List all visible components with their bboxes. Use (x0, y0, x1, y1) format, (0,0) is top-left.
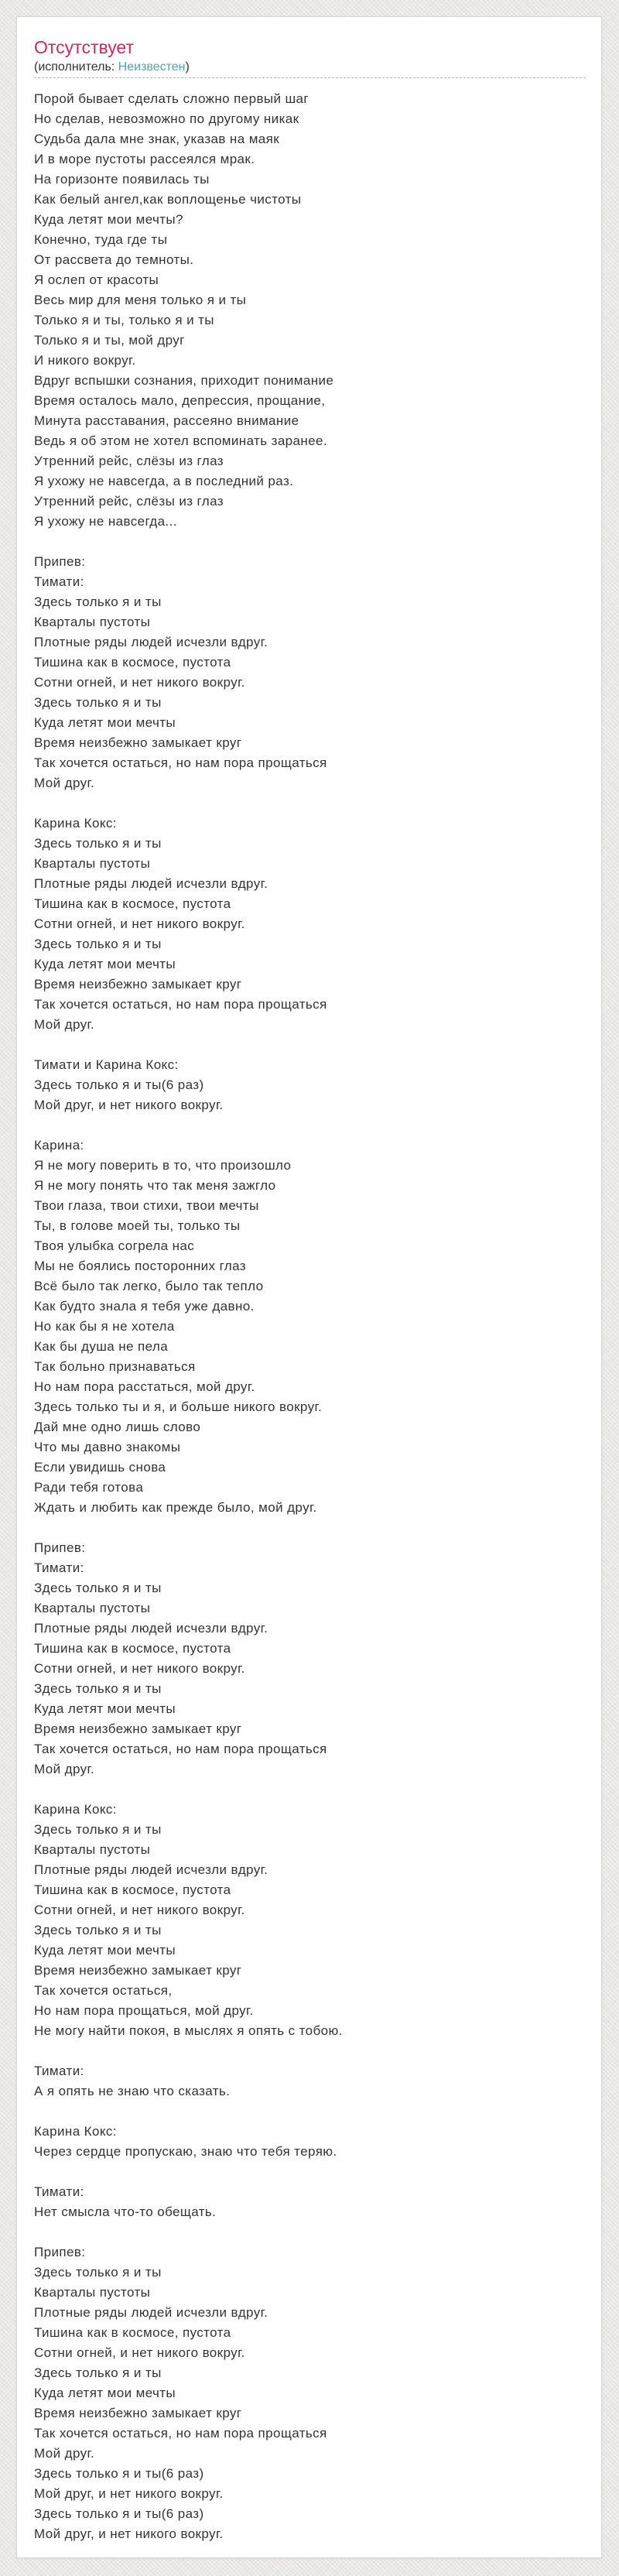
lyric-line: Кварталы пустоты (34, 856, 151, 871)
lyric-line: Но нам пора прощаться, мой друг. (34, 2003, 254, 2018)
lyric-line: Карина Кокс: (34, 1802, 117, 1817)
lyric-line: Мой друг, и нет никого вокруг. (34, 2526, 224, 2541)
artist-suffix: ) (185, 60, 190, 74)
lyric-line: Кварталы пустоты (34, 1601, 151, 1615)
lyric-line: Плотные ряды людей исчезли вдруг. (34, 1862, 268, 1877)
lyric-line: Мы не боялись посторонних глаз (34, 1259, 246, 1273)
lyric-line: Конечно, туда где ты (34, 232, 168, 247)
lyric-line: Сотни огней, и нет никого вокруг. (34, 675, 245, 690)
lyric-line: Весь мир для меня только я и ты (34, 293, 247, 307)
lyric-line (34, 2222, 586, 2242)
lyric-line (34, 1780, 586, 1800)
lyric-line: Мой друг. (34, 2446, 95, 2461)
lyric-line: Здесь только я и ты (34, 1681, 162, 1696)
lyric-line: Тимати: (34, 1560, 84, 1575)
lyric-line: Так хочется остаться, но нам пора прощаться (34, 997, 327, 1012)
lyric-line: Только я и ты, только я и ты (34, 313, 214, 327)
lyric-line: Но нам пора расстаться, мой друг. (34, 1379, 255, 1394)
lyric-line: Тишина как в космосе, пустота (34, 896, 231, 911)
lyric-line: Здесь только я и ты (34, 2265, 162, 2280)
page-title: Отсутствует (34, 37, 134, 57)
lyric-line: Ради тебя готова (34, 1480, 144, 1495)
lyric-line: Здесь только я и ты(6 раз) (34, 2466, 204, 2481)
lyric-line: Плотные ряды людей исчезли вдруг. (34, 876, 268, 891)
lyric-line: Карина Кокс: (34, 816, 117, 831)
lyric-line: Мой друг. (34, 1762, 95, 1776)
lyric-line: Карина Кокс: (34, 2124, 117, 2139)
artist-line (34, 60, 586, 75)
lyric-line: Что мы давно знакомы (34, 1440, 181, 1454)
lyric-line: Здесь только я и ты (34, 695, 162, 710)
lyric-line: Сотни огней, и нет никого вокруг. (34, 2345, 245, 2360)
lyric-line (34, 2162, 586, 2182)
lyric-line: Тишина как в космосе, пустота (34, 1641, 231, 1656)
lyric-line: Время неизбежно замыкает круг (34, 735, 242, 750)
lyric-line: Ждать и любить как прежде было, мой друг. (34, 1500, 317, 1515)
lyric-line: Здесь только ты и я, и больше никого вокруг. (34, 1399, 323, 1414)
lyric-line: Так хочется остаться, но нам пора прощаться (34, 2426, 327, 2441)
lyric-line: Судьба дала мне знак, указав на маяк (34, 132, 280, 146)
dashed-separator (34, 77, 586, 78)
lyric-line: Через сердце пропускаю, знаю что тебя теряю. (34, 2144, 337, 2159)
lyric-line: Нет смысла что-то обещать. (34, 2204, 217, 2219)
lyric-line: И в море пустоты рассеялся мрак. (34, 152, 255, 166)
lyric-line: Только я и ты, мой друг (34, 333, 185, 348)
lyric-line: Время неизбежно замыкает круг (34, 2406, 242, 2420)
lyric-line: Тимати: (34, 574, 84, 589)
lyric-line: Как бы душа не пела (34, 1339, 169, 1354)
lyric-line: Куда летят мои мечты (34, 2386, 176, 2400)
lyric-line: Ведь я об этом не хотел вспоминать заранее. (34, 433, 328, 448)
content-card (16, 16, 602, 2558)
lyric-line: Здесь только я и ты(6 раз) (34, 2506, 204, 2521)
lyric-line: Так хочется остаться, но нам пора прощаться (34, 755, 327, 770)
lyric-line (34, 793, 586, 814)
lyric-line: Утренний рейс, слёзы из глаз (34, 454, 224, 468)
artist-link[interactable]: Неизвестен (118, 60, 186, 74)
lyric-line: Куда летят мои мечты (34, 715, 176, 730)
lyric-line: Здесь только я и ты (34, 594, 162, 609)
lyric-line: Кварталы пустоты (34, 1842, 151, 1857)
lyric-line: Порой бывает сделать сложно первый шаг (34, 91, 310, 106)
lyric-line: Здесь только я и ты (34, 2365, 162, 2380)
lyric-line: На горизонте появилась ты (34, 172, 210, 187)
lyric-line: Я не могу поверить в то, что произошло (34, 1158, 292, 1173)
artist-label: (исполнитель: (34, 60, 115, 74)
lyric-line (34, 1035, 586, 1055)
lyric-line: Как будто знала я тебя уже давно. (34, 1299, 255, 1314)
lyric-line: Припев: (34, 1540, 86, 1555)
lyric-line: Ты, в голове моей ты, только ты (34, 1218, 241, 1233)
lyric-line: Мой друг. (34, 776, 95, 790)
lyric-line: Если увидишь снова (34, 1460, 166, 1475)
lyric-line: Плотные ряды людей исчезли вдруг. (34, 635, 268, 649)
lyric-line: Тимати: (34, 2064, 84, 2078)
lyric-line: Куда летят мои мечты (34, 957, 176, 971)
lyric-line (34, 2041, 586, 2061)
lyric-line: Куда летят мои мечты (34, 1943, 176, 1958)
lyric-line: Сотни огней, и нет никого вокруг. (34, 1661, 245, 1676)
lyric-line: Но как бы я не хотела (34, 1319, 175, 1334)
lyric-line: Но сделав, невозможно по другому никак (34, 111, 299, 126)
lyric-line: Тишина как в космосе, пустота (34, 1882, 231, 1897)
lyric-line: Здесь только я и ты(6 раз) (34, 1077, 204, 1092)
lyric-line: Здесь только я и ты (34, 836, 162, 851)
lyric-line: Тимати: (34, 2184, 84, 2199)
lyric-line: Я ослеп от красоты (34, 272, 159, 287)
lyric-line (34, 2102, 586, 2122)
lyric-line: Припев: (34, 554, 86, 569)
lyric-line: И никого вокруг. (34, 353, 136, 368)
lyric-line: Сотни огней, и нет никого вокруг. (34, 1903, 245, 1917)
lyric-line: Тишина как в космосе, пустота (34, 655, 231, 670)
lyric-line: Сотни огней, и нет никого вокруг. (34, 916, 245, 931)
lyrics-text (34, 89, 586, 2544)
lyric-line: Здесь только я и ты (34, 937, 162, 951)
lyric-line: Всё было так легко, было так тепло (34, 1279, 264, 1293)
lyric-line: Кварталы пустоты (34, 2285, 151, 2300)
lyric-line: Минута расставания, рассеяно внимание (34, 413, 299, 428)
lyric-line: Время неизбежно замыкает круг (34, 1963, 242, 1978)
lyric-line: А я опять не знаю что сказать. (34, 2084, 231, 2098)
lyric-line: Мой друг. (34, 1017, 95, 1032)
lyric-line: Твои глаза, твои стихи, твои мечты (34, 1198, 259, 1213)
lyric-line: Я ухожу не навсегда... (34, 514, 177, 529)
lyric-line: Так больно признаваться (34, 1359, 196, 1374)
lyric-line: От рассвета до темноты. (34, 252, 194, 267)
lyric-line (34, 1518, 586, 1538)
lyric-line: Так хочется остаться, (34, 1983, 173, 1998)
lyric-line: Время осталось мало, депрессия, прощание, (34, 393, 326, 408)
lyric-line: Дай мне одно лишь слово (34, 1420, 201, 1434)
lyric-line: Так хочется остаться, но нам пора прощаться (34, 1742, 327, 1756)
lyric-line: Плотные ряды людей исчезли вдруг. (34, 2305, 268, 2320)
lyric-line: Здесь только я и ты (34, 1923, 162, 1937)
lyric-line: Время неизбежно замыкает круг (34, 1721, 242, 1736)
lyric-line: Не могу найти покоя, в мыслях я опять с тобою. (34, 2023, 343, 2038)
lyric-line: Утренний рейс, слёзы из глаз (34, 494, 224, 509)
lyric-line: Я не могу понять что так меня зажгло (34, 1178, 276, 1193)
lyric-line: Тимати и Карина Кокс: (34, 1057, 179, 1072)
lyric-line: Мой друг, и нет никого вокруг. (34, 1098, 224, 1112)
lyric-line: Куда летят мои мечты? (34, 212, 183, 227)
lyric-line: Твоя улыбка согрела нас (34, 1238, 195, 1253)
lyric-line: Вдруг вспышки сознания, приходит понимание (34, 373, 334, 388)
lyric-line (34, 532, 586, 552)
lyric-line: Я ухожу не навсегда, а в последний раз. (34, 474, 294, 488)
lyric-line: Как белый ангел,как воплощенье чистоты (34, 192, 302, 207)
lyric-line: Карина: (34, 1138, 84, 1153)
lyric-line: Плотные ряды людей исчезли вдруг. (34, 1621, 268, 1636)
lyric-line: Здесь только я и ты (34, 1581, 162, 1595)
lyric-line: Припев: (34, 2245, 86, 2259)
lyric-line: Здесь только я и ты (34, 1822, 162, 1837)
lyric-line: Куда летят мои мечты (34, 1701, 176, 1716)
lyric-line (34, 1115, 586, 1136)
lyric-line: Тишина как в космосе, пустота (34, 2325, 231, 2340)
lyric-line: Кварталы пустоты (34, 615, 151, 629)
lyric-line: Мой друг, и нет никого вокруг. (34, 2486, 224, 2501)
lyric-line: Время неизбежно замыкает круг (34, 977, 242, 992)
